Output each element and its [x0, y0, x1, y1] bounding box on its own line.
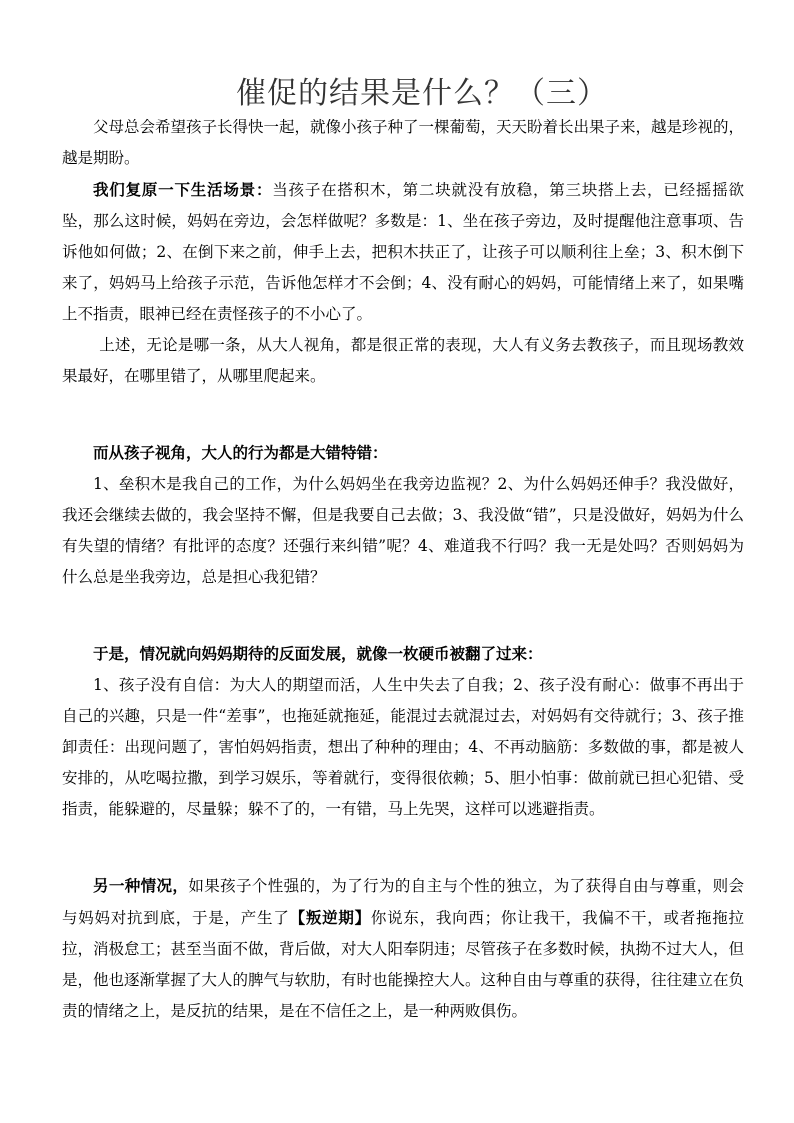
heading-child-view: [62, 437, 744, 469]
document-body: [62, 112, 744, 1027]
heading-child-view-text: 而从孩子视角，大人的行为都是大错特错：: [93, 443, 388, 462]
heading-opposite: [62, 638, 744, 670]
paragraph-scene-text: 当孩子在搭积木，第二块就没有放稳，第三块搭上去，已经摇摇欲坠，那么这时候，妈妈在旁边，会怎样做呢？多数是：1、坐在孩子旁边，及时提醒他注意事项、告诉他如何做；2、在倒下来之前，伸手上去，把积木扶正了，让孩子可以顺利往上垒；3、积木倒下来了，妈妈马上给孩子示范，告诉他怎样才不会倒；4、没有耐心的妈妈，可能情绪上来了，如果嘴上不指责，眼神已经在责怪孩子的不小心了。: [62, 181, 744, 323]
document-title: 催促的结果是什么？（三）: [236, 76, 608, 111]
paragraph-rebellion-lead: 另一种情况，: [93, 876, 189, 895]
paragraph-intro: 父母总会希望孩子长得快一起，就像小孩子种了一棵葡萄，天天盼着长出果子来，越是珍视的，越是期盼。: [62, 118, 745, 167]
paragraph-adult-view: 上述，无论是哪一条，从大人视角，都是很正常的表现，大人有义务去教孩子，而且现场教效果最好，在哪里错了，从哪里爬起来。: [62, 336, 744, 385]
heading-opposite-text: 于是，情况就向妈妈期待的反面发展，就像一枚硬币被翻了过来：: [93, 644, 543, 663]
paragraph-rebellion: [62, 870, 744, 1027]
paragraph-scene-lead: 我们复原一下生活场景：: [93, 180, 273, 199]
paragraph-scene: [62, 174, 744, 330]
paragraph-consequences: 1、孩子没有自信：为大人的期望而活，人生中失去了自我；2、孩子没有耐心：做事不再出于自己的兴趣，只是一件“差事”，也拖延就拖延，能混过去就混过去，对妈妈有交待就行；3、孩子推卸责任：出现问题了，害怕妈妈指责，想出了种种的理由；4、不再动脑筋：多数做的事，都是被人安排的，从吃喝拉撒，到学习娱乐，等着就行，变得很依赖；5、胆小怕事：做前就已担心犯错、受指责，能躲避的，尽量躲；躲不了的，一有错，马上先哭，这样可以逃避指责。: [62, 676, 744, 818]
paragraph-rebellion-text1: 如果孩子个性强的，为了行为的自主与个性的独立，为了获得自由与尊重，则会与妈妈对抗到底，于是，产生了: [62, 877, 744, 927]
paragraph-rebellion-text2: 你说东，我向西；你让我干，我偏不干，或者拖拖拉拉，消极怠工；甚至当面不做，背后做，对大人阳奉阴违；尽管孩子在多数时候，执拗不过大人，但是，他也逐渐掌握了大人的脾气与软肋，有时也能操控大人。这种自由与尊重的获得，往往建立在负责的情绪之上，是反抗的结果，是在不信任之上，是一种两败俱伤。: [62, 909, 745, 1020]
paragraph-child-view: 1、垒积木是我自己的工作，为什么妈妈坐在我旁边监视？2、为什么妈妈还伸手？我没做好，我还会继续去做的，我会坚持不懈，但是我要自己去做；3、我没做“错”，只是没做好，妈妈为什么有失望的情绪？有批评的态度？还强行来纠错”呢？4、难道我不行吗？我一无是处吗？否则妈妈为什么总是坐我旁边，总是担心我犯错？: [62, 475, 744, 586]
rebellion-term: 【叛逆期】: [289, 908, 371, 927]
